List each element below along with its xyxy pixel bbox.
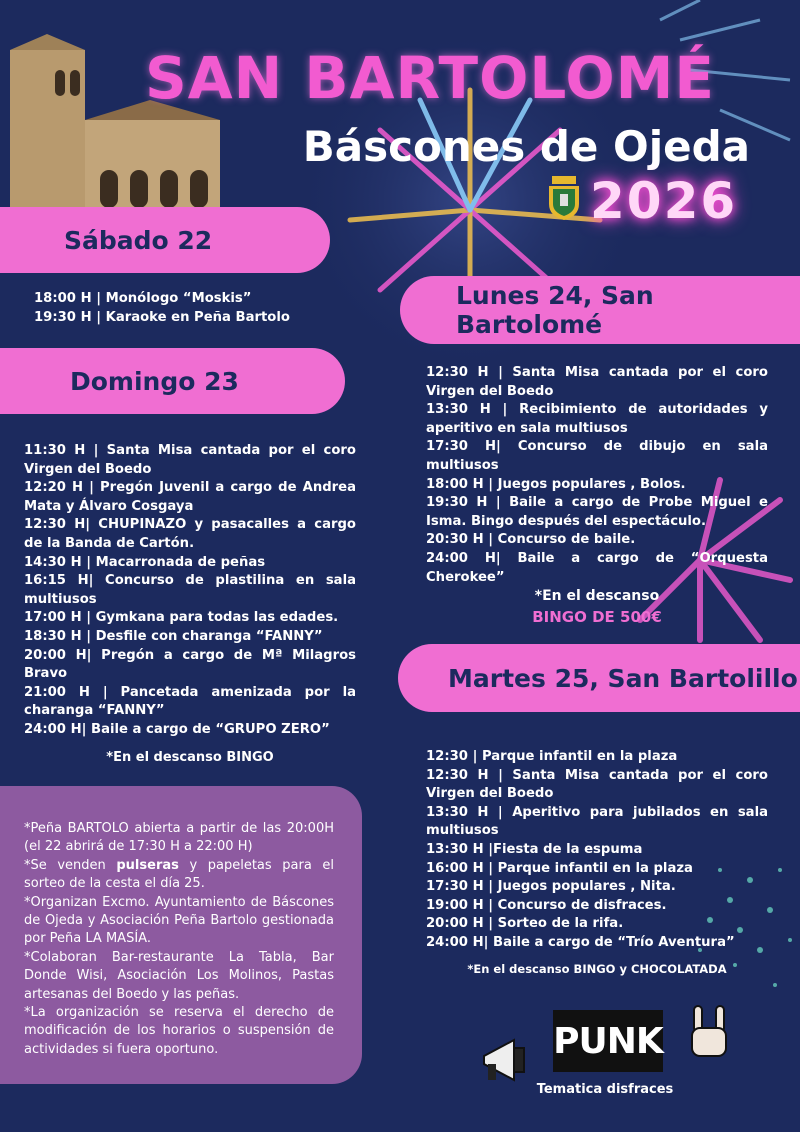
info-paragraph: *La organización se reserva el derecho de modificación de los horarios o suspensión de actividades si fuera oportuno. bbox=[24, 1005, 334, 1057]
list-item: 18:00 H | Juegos populares , Bolos. bbox=[426, 476, 686, 492]
list-item: 21:00 H | Pancetada amenizada por la charanga “FANNY” bbox=[24, 684, 356, 719]
lunes-note: *En el descanso bbox=[534, 588, 660, 604]
list-item: 18:00 H | Monólogo “Moskis” bbox=[34, 291, 252, 306]
list-item: 14:30 H | Macarronada de peñas bbox=[24, 554, 266, 570]
day-header-lunes bbox=[400, 276, 800, 344]
info-paragraph: *Peña BARTOLO abierta a partir de las 20:00H (el 22 abrirá de 17:30 H a 22:00 H) bbox=[24, 821, 334, 855]
list-item: 12:30 H | Santa Misa cantada por el coro Virgen del Boedo bbox=[426, 365, 768, 399]
list-item: 12:30 H | Santa Misa cantada por el coro Virgen del Boedo bbox=[426, 767, 768, 802]
list-item: 16:15 H| Concurso de plastilina en sala multiusos bbox=[24, 573, 356, 607]
list-item: 19:00 H | Concurso de disfraces. bbox=[426, 897, 667, 913]
list-item: 20:30 H | Concurso de baile. bbox=[426, 532, 636, 548]
rock-hand-icon bbox=[686, 1002, 734, 1062]
day-label: Sábado 22 bbox=[64, 225, 213, 255]
day-header-sabado bbox=[0, 207, 330, 273]
list-item: 18:30 H | Desfile con charanga “FANNY” bbox=[24, 628, 323, 644]
year-label: 2026 bbox=[590, 172, 738, 230]
list-item: 24:00 H| Baile a cargo de “Trío Aventura” bbox=[426, 934, 735, 950]
domingo-note: *En el descanso BINGO bbox=[106, 750, 274, 765]
info-text bbox=[24, 820, 334, 1059]
martes-note: *En el descanso BINGO y CHOCOLATADA bbox=[467, 962, 727, 976]
schedule-domingo bbox=[24, 442, 356, 740]
list-item: 19:30 H | Karaoke en Peña Bartolo bbox=[34, 309, 290, 325]
lunes-bingo: BINGO DE 500€ bbox=[532, 608, 662, 626]
punk-caption: Tematica disfraces bbox=[536, 1082, 674, 1097]
page-subtitle: Báscones de Ojeda bbox=[302, 122, 750, 171]
punk-logo-text: PUNK bbox=[553, 1020, 663, 1062]
list-item: 13:30 H | Recibimiento de autoridades y aperitivo en sala multiusos bbox=[426, 402, 768, 436]
list-item: 12:20 H | Pregón Juvenil a cargo de Andrea Mata y Álvaro Cosgaya bbox=[24, 480, 356, 514]
schedule-martes bbox=[426, 748, 768, 953]
list-item: 24:00 H| Baile a cargo de “GRUPO ZERO” bbox=[24, 721, 330, 737]
list-item: 20:00 H| Pregón a cargo de Mª Milagros Bravo bbox=[24, 647, 356, 682]
info-paragraph: *Organizan Excmo. Ayuntamiento de Báscones de Ojeda y Asociación Peña Bartolo gestionada por Peña LA MASÍA. bbox=[24, 894, 334, 947]
list-item: 19:30 H | Baile a cargo de Probe Miguel e Isma. Bingo después del espectáculo. bbox=[426, 495, 768, 529]
day-label: Martes 25, San Bartolillo bbox=[448, 663, 798, 693]
list-item: 24:00 H| Baile a cargo de “Orquesta Cherokee” bbox=[426, 550, 768, 585]
schedule-lunes bbox=[426, 364, 768, 587]
page-title: SAN BARTOLOMÉ bbox=[145, 44, 715, 112]
punk-logo bbox=[553, 1010, 663, 1072]
list-item: 17:00 H | Gymkana para todas las edades. bbox=[24, 610, 339, 626]
day-header-domingo bbox=[0, 348, 345, 414]
list-item: 12:30 | Parque infantil en la plaza bbox=[426, 749, 678, 764]
schedule-sabado bbox=[34, 290, 334, 327]
list-item: 17:30 H | Juegos populares , Nita. bbox=[426, 879, 676, 895]
day-header-martes bbox=[398, 644, 800, 712]
info-paragraph: *Se venden pulseras y papeletas para el sorteo de la cesta el día 25. bbox=[24, 857, 335, 892]
megaphone-icon bbox=[478, 1034, 534, 1086]
list-item: 13:30 H |Fiesta de la espuma bbox=[426, 841, 643, 857]
list-item: 16:00 H | Parque infantil en la plaza bbox=[426, 860, 693, 876]
list-item: 13:30 H | Aperitivo para jubilados en sala multiusos bbox=[426, 804, 768, 839]
day-label: Lunes 24, San Bartolomé bbox=[456, 281, 654, 339]
list-item: 17:30 H| Concurso de dibujo en sala multiusos bbox=[426, 439, 768, 473]
list-item: 11:30 H | Santa Misa cantada por el coro Virgen del Boedo bbox=[24, 443, 356, 477]
list-item: 12:30 H| CHUPINAZO y pasacalles a cargo de la Banda de Cartón. bbox=[24, 517, 356, 551]
info-paragraph: *Colaboran Bar-restaurante La Tabla, Bar Donde Wisi, Asociación Los Molinos, Pastas artesanas del Boedo y las peñas. bbox=[24, 949, 334, 1002]
coat-of-arms-icon bbox=[546, 176, 582, 220]
day-label: Domingo 23 bbox=[70, 366, 239, 396]
list-item: 20:00 H | Sorteo de la rifa. bbox=[426, 916, 624, 932]
